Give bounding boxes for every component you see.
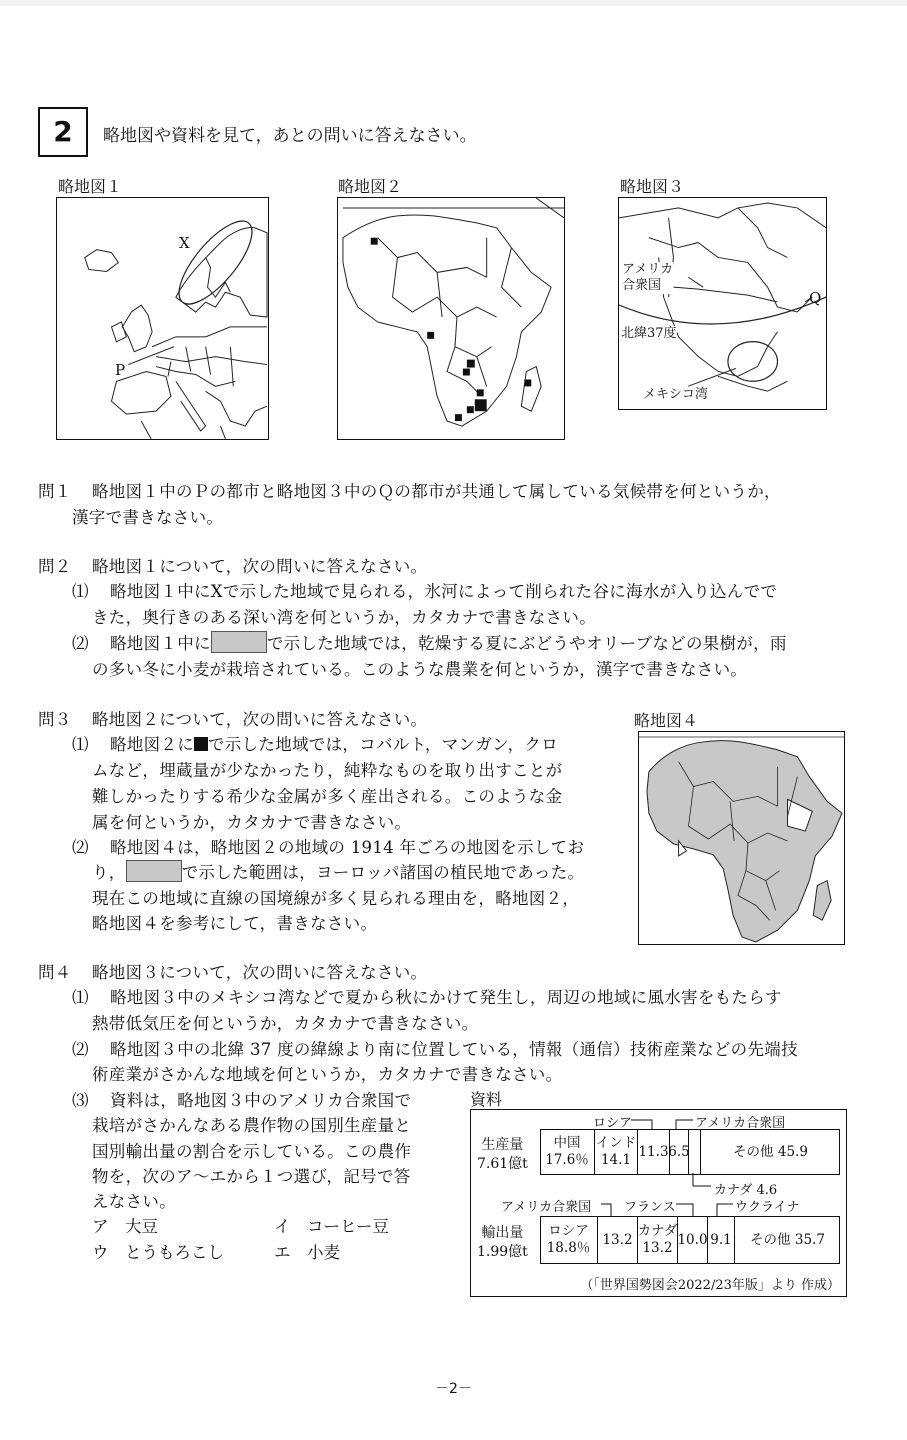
black-square-legend — [194, 737, 208, 751]
gray-area-legend — [211, 631, 267, 653]
q3-sub2-text-a: り， — [92, 863, 126, 882]
map3-usa-label: アメリカ 合衆国 — [622, 262, 674, 293]
q3-number: 問３ — [38, 710, 72, 729]
q4-number: 問４ — [38, 963, 72, 982]
map3-q-label: Q — [809, 289, 822, 307]
choice-e: エ 小麦 — [274, 1243, 340, 1262]
q4-sub3-num: ⑶ — [72, 1091, 89, 1110]
exp-total: 1.99億t — [477, 1244, 528, 1260]
q4-sub3-line3: 国別輸出量の割合を示している。この農作 — [92, 1142, 412, 1161]
q4-sub3-line5: えなさい。 — [92, 1192, 176, 1211]
q3-sub1-line4: 属を何というか，カタカナで書きなさい。 — [92, 813, 412, 832]
q3-text: 略地図２について，次の問いに答えなさい。 — [92, 710, 428, 729]
question-number-box: 2 — [38, 107, 88, 157]
page-number: －2－ — [435, 1381, 472, 1397]
q1-text-2: 漢字で書きなさい。 — [72, 508, 224, 527]
africa-map-drawing — [338, 198, 564, 439]
q4-text: 略地図３について，次の問いに答えなさい。 — [92, 963, 428, 982]
q4-sub2-line2: 術産業がさかんな地域を何というか，カタカナで書きなさい。 — [92, 1065, 563, 1084]
q2-sub1-line2: きた，奥行きのある深い湾を何というか，カタカナで書きなさい。 — [92, 608, 596, 627]
q3-sub1-text-a: 略地図２に — [110, 735, 194, 754]
prod-cell-china: 中国 17.6％ — [545, 1135, 589, 1168]
shiryo-source: （「世界国勢図会2022/23年版」より 作成） — [580, 1278, 840, 1293]
q2-sub2-text-b: で示した地域では，乾燥する夏にぶどうやオリーブなどの果樹が，雨 — [266, 634, 787, 653]
q3-sub1-num: ⑴ — [72, 735, 89, 754]
map3-lat-label: 北緯37度 — [621, 326, 677, 341]
prod-callout-russia: ロシア — [593, 1116, 633, 1131]
prod-cell-other: その他 45.9 — [700, 1130, 840, 1174]
q2-text: 略地図１について，次の問いに答えなさい。 — [92, 557, 428, 576]
q3-sub1-line2: ムなど，埋蔵量が少なかったり，純粋なものを取り出すことが — [92, 761, 563, 780]
prod-label: 生産量 — [481, 1137, 524, 1153]
q2-sub2-text-a: 略地図１中に — [110, 634, 211, 653]
exp-cell-ukraine: 9.1 — [707, 1217, 734, 1263]
q4-sub2-line1: 略地図３中の北緯 37 度の緯線より南に位置している，情報（通信）技術産業などの先端技 — [110, 1040, 798, 1059]
prod-cell-india: インド 14.1 — [594, 1130, 637, 1174]
choice-i: イ コーヒー豆 — [274, 1217, 389, 1236]
map1-europe — [56, 197, 269, 440]
q3-sub2-line2 — [92, 859, 584, 886]
map1-x-label: X — [179, 234, 190, 252]
q2-sub1-num: ⑴ — [72, 582, 89, 601]
q4-sub1-num: ⑴ — [72, 988, 89, 1007]
q4-sub1-line2: 熱帯低気圧を何というか，カタカナで書きなさい。 — [92, 1014, 479, 1033]
map4-label: 略地図４ — [634, 711, 699, 730]
exp-callout-france: フランス — [624, 1200, 676, 1215]
q1-text: 略地図１中のＰの都市と略地図３中のＱの都市が共通して属している気候帯を何というか， — [92, 482, 781, 501]
q4-sub3-line1: 資料は，略地図３中のアメリカ合衆国で — [110, 1091, 412, 1110]
north-america-map-drawing — [619, 198, 826, 409]
exp-cell-france: 10.0 — [677, 1217, 707, 1263]
exp-callout-ukraine: ウクライナ — [735, 1200, 800, 1215]
gray-area-legend-2 — [126, 860, 182, 882]
q3-sub2-line1: 略地図４は，略地図２の地域の 1914 年ごろの地図を示してお — [110, 838, 585, 857]
exp-cell-usa: 13.2 — [597, 1217, 637, 1263]
exp-cell-canada: カナダ 13.2 — [637, 1217, 677, 1263]
choice-a: ア 大豆 — [92, 1217, 158, 1236]
europe-map-drawing — [57, 198, 268, 439]
map3-north-america — [618, 197, 827, 410]
exp-cell-russia: ロシア 18.8％ — [546, 1223, 591, 1256]
intro-text: 略地図や資料を見て，あとの問いに答えなさい。 — [103, 126, 477, 146]
q2-sub2-line1 — [110, 630, 787, 657]
exp-label: 輸出量 — [481, 1225, 524, 1241]
q3-sub1-text-b: で示した地域では，コバルト，マンガン，クロ — [208, 735, 558, 754]
q3-sub1-line3: 難しかったりする希少な金属が多く産出される。このような金 — [92, 787, 563, 806]
prod-callout-canada: カナダ 4.6 — [714, 1183, 778, 1198]
q3-sub2-num: ⑵ — [72, 838, 89, 857]
q3-sub2-line4: 略地図４を参考にして，書きなさい。 — [92, 914, 378, 933]
q2-sub2-num: ⑵ — [72, 634, 89, 653]
choice-u: ウ とうもろこし — [92, 1243, 224, 1262]
exp-label-block — [477, 1224, 528, 1262]
map1-p-label: P — [115, 361, 126, 379]
map2-africa — [337, 197, 565, 440]
prod-callout-usa: アメリカ合衆国 — [695, 1116, 786, 1131]
q4-sub3-line2: 栽培がさかんなある農作物の国別生産量と — [92, 1116, 412, 1135]
map3-gulf-label: メキシコ湾 — [643, 387, 708, 402]
q1-number: 問１ — [38, 482, 72, 501]
q4-sub1-line1: 略地図３中のメキシコ湾などで夏から秋にかけて発生し，周辺の地域に風水害をもたらす — [110, 988, 782, 1007]
shiryo-title: 資料 — [470, 1090, 503, 1109]
map2-label: 略地図２ — [338, 177, 403, 196]
exp-callout-usa: アメリカ合衆国 — [501, 1200, 592, 1215]
shiryo-frame — [470, 1109, 847, 1297]
q4-sub3-line4: 物を，次のア～エから１つ選び，記号で答 — [92, 1167, 411, 1186]
q3-sub2-text-b: で示した範囲は，ヨーロッパ諸国の植民地であった。 — [181, 863, 585, 882]
map3-label: 略地図３ — [620, 177, 685, 196]
q2-sub1-line1: 略地図１中にXで示した地域で見られる，氷河によって削られた谷に海水が入り込んでで — [110, 582, 778, 601]
exp-bar — [540, 1216, 840, 1264]
top-band — [0, 0, 907, 6]
map4-africa-1914 — [638, 731, 845, 945]
q3-sub2-line3: 現在この地域に直線の国境線が多く見られる理由を，略地図２， — [92, 889, 580, 908]
africa-1914-map-drawing — [639, 732, 844, 944]
prod-cell-usa: 6.5 — [669, 1130, 688, 1174]
map1-label: 略地図１ — [58, 177, 123, 196]
prod-cell-russia: 11.3 — [637, 1130, 669, 1174]
prod-total: 7.61億t — [477, 1156, 528, 1172]
q2-number: 問２ — [38, 557, 72, 576]
q2-sub2-line2: の多い冬に小麦が栽培されている。このような農業を何というか，漢字で書きなさい。 — [92, 660, 748, 679]
exp-cell-other: その他 35.7 — [734, 1217, 840, 1263]
q3-sub1-line1 — [110, 731, 558, 758]
q4-sub2-num: ⑵ — [72, 1040, 89, 1059]
